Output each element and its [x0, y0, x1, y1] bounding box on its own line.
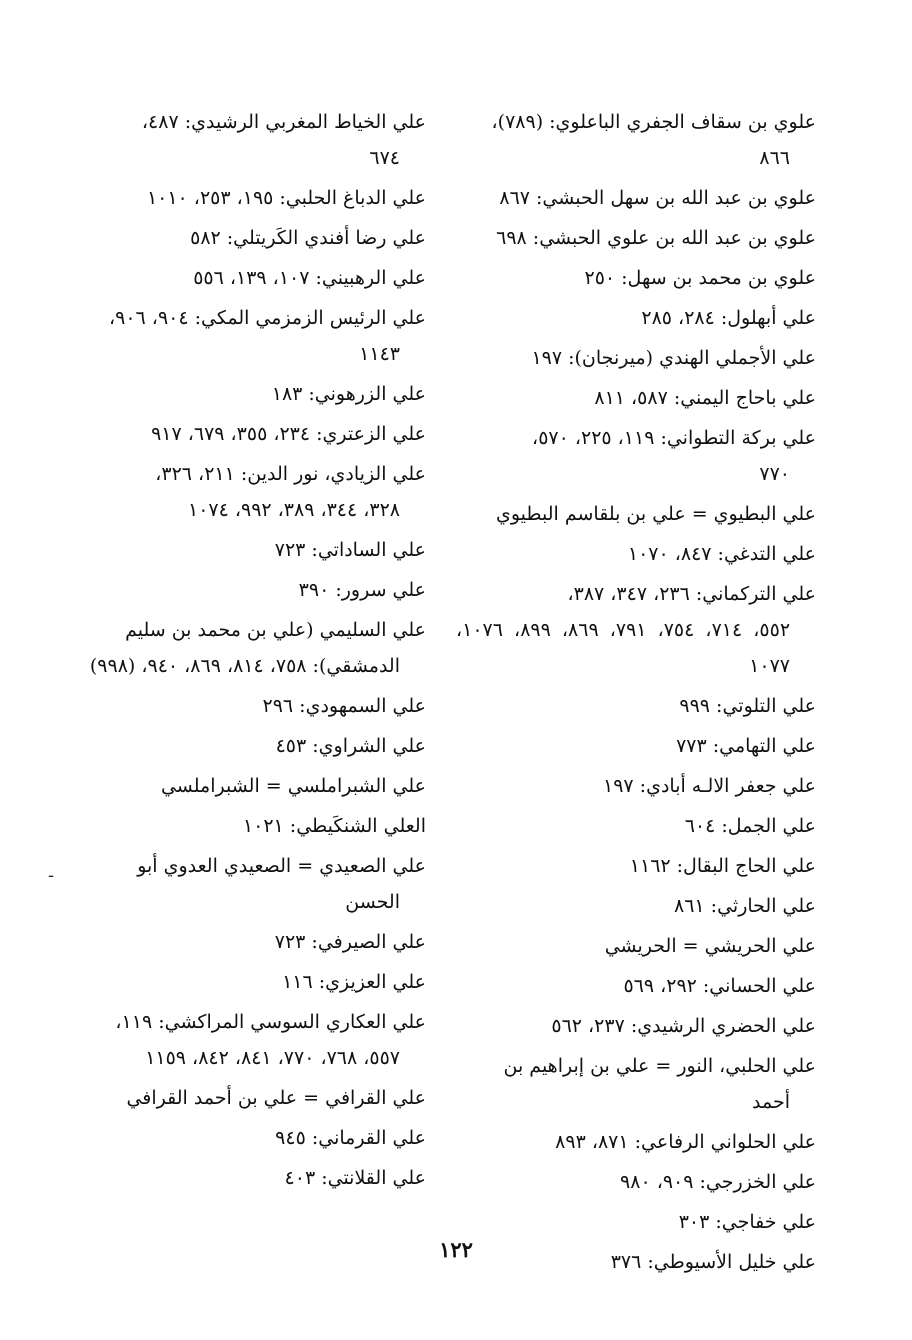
index-entry [456, 380, 816, 416]
entry-text: علي الدباغ الحلبي: ١٩٥، ٢٥٣، ١٠١٠ [146, 187, 426, 209]
index-entry [456, 1204, 816, 1240]
index-entry [456, 848, 816, 884]
entry-text: علي القرماني: ٩٤٥ [275, 1127, 426, 1149]
index-entry [76, 180, 426, 216]
entry-text: علي سرور: ٣٩٠ [298, 579, 426, 601]
entry-text: علي الحلبي، النور = علي بن إبراهيم بن [503, 1055, 816, 1077]
index-entry [456, 728, 816, 764]
entry-text: علي الشبراملسي = الشبراملسي [160, 775, 426, 797]
index-entry [456, 1124, 816, 1160]
entry-text: علي الحلواني الرفاعي: ٨٧١، ٨٩٣ [555, 1131, 816, 1153]
index-entry [456, 768, 816, 804]
entry-text: علي البطيوي = علي بن بلقاسم البطيوي [496, 503, 816, 525]
entry-text: علي التلوتي: ٩٩٩ [679, 695, 816, 717]
index-column-left [76, 104, 426, 1200]
index-entry [456, 340, 816, 376]
entry-text: علوي بن محمد بن سهل: ٢٥٠ [584, 267, 816, 289]
entry-text: علي بركة التطواني: ١١٩، ٢٢٥، ٥٧٠، [532, 427, 816, 449]
index-entry [76, 376, 426, 412]
index-entry [76, 456, 426, 528]
index-entry [456, 180, 816, 216]
index-entry [76, 768, 426, 804]
index-entry [456, 496, 816, 532]
entry-text: علي الزيادي، نور الدين: ٢١١، ٣٢٦، [155, 463, 426, 485]
index-entry [456, 1164, 816, 1200]
entry-text: علي الساداتي: ٧٢٣ [274, 539, 426, 561]
entry-text: علي الرهبيني: ١٠٧، ١٣٩، ٥٥٦ [193, 267, 426, 289]
index-entry [456, 536, 816, 572]
entry-text: علي العكاري السوسي المراكشي: ١١٩، [115, 1011, 426, 1033]
index-entry [456, 928, 816, 964]
entry-text: علي العزيزي: ١١٦ [282, 971, 426, 993]
index-entry [456, 1008, 816, 1044]
entry-text: علوي بن عبد الله بن سهل الحبشي: ٨٦٧ [499, 187, 816, 209]
entry-text: علي رضا أفندي الكَريتلي: ٥٨٢ [190, 227, 426, 249]
entry-text: علي السمهودي: ٢٩٦ [262, 695, 426, 717]
entry-text: علي الحريشي = الحريشي [604, 935, 816, 957]
index-entry [76, 1004, 426, 1076]
index-entry [456, 968, 816, 1004]
entry-text: علي الحارثي: ٨٦١ [674, 895, 816, 917]
index-entry [76, 572, 426, 608]
index-entry [76, 848, 426, 920]
entry-continuation: ٣٢٨، ٣٤٤، ٣٨٩، ٩٩٢، ١٠٧٤ [187, 499, 400, 521]
index-entry [456, 420, 816, 492]
entry-text: علي الزرهوني: ١٨٣ [271, 383, 426, 405]
index-entry [456, 260, 816, 296]
entry-text: علي الحساني: ٢٩٢، ٥٦٩ [623, 975, 816, 997]
entry-text: علي الزعتري: ٢٣٤، ٣٥٥، ٦٧٩، ٩١٧ [151, 423, 426, 445]
entry-text: علي الصيرفي: ٧٢٣ [274, 931, 426, 953]
entry-continuation: ٧٧٠ [759, 463, 790, 485]
entry-text: علوي بن سقاف الجفري الباعلوي: (٧٨٩)، [491, 111, 816, 133]
entry-text: علي القرافي = علي بن أحمد القرافي [126, 1087, 426, 1109]
index-column-right [456, 104, 816, 1284]
index-entry [76, 416, 426, 452]
entry-text: علي الخزرجي: ٩٠٩، ٩٨٠ [620, 1171, 816, 1193]
entry-text: علي الأجملي الهندي (ميرنجان): ١٩٧ [531, 347, 816, 369]
entry-continuation: الحسن [345, 891, 400, 913]
index-entry [76, 1160, 426, 1196]
index-entry [76, 612, 426, 684]
index-entry [76, 260, 426, 296]
entry-text: علي الخياط المغربي الرشيدي: ٤٨٧، [141, 111, 426, 133]
index-entry [456, 808, 816, 844]
margin-mark: - [48, 865, 55, 886]
index-entry [76, 808, 426, 844]
index-entry [76, 728, 426, 764]
entry-text: علي خليل الأسيوطي: ٣٧٦ [610, 1251, 816, 1273]
entry-text: علي الحاج البقال: ١١٦٢ [629, 855, 816, 877]
entry-text: علي الحضري الرشيدي: ٢٣٧، ٥٦٢ [551, 1015, 816, 1037]
index-entry [76, 924, 426, 960]
entry-text: علي الجمل: ٦٠٤ [684, 815, 816, 837]
entry-text: علي خفاجي: ٣٠٣ [678, 1211, 816, 1233]
index-entry [76, 1080, 426, 1116]
entry-text: علي الرئيس الزمزمي المكي: ٩٠٤، ٩٠٦، [109, 307, 426, 329]
entry-text: علي أبهلول: ٢٨٤، ٢٨٥ [641, 307, 816, 329]
entry-continuation: ٥٥٢، ٧١٤، ٧٥٤، ٧٩١، ٨٦٩، ٨٩٩، ١٠٧٦، ١٠٧٧ [456, 619, 791, 677]
index-entry [76, 964, 426, 1000]
index-entry [456, 688, 816, 724]
entry-text: علي جعفر الالـه أبادي: ١٩٧ [603, 775, 816, 797]
entry-text: علي السليمي (علي بن محمد بن سليم [125, 619, 426, 641]
entry-text: العلي الشنكَيطي: ١٠٢١ [242, 815, 426, 837]
index-entry [76, 688, 426, 724]
entry-text: علي التركماني: ٢٣٦، ٣٤٧، ٣٨٧، [567, 583, 816, 605]
index-entry [76, 104, 426, 176]
entry-continuation: الدمشقي): ٧٥٨، ٨١٤، ٨٦٩، ٩٤٠، (٩٩٨) [89, 655, 400, 677]
index-entry [76, 532, 426, 568]
index-entry [456, 888, 816, 924]
index-entry [456, 1048, 816, 1120]
index-entry [76, 300, 426, 372]
entry-text: علي التدغي: ٨٤٧، ١٠٧٠ [627, 543, 816, 565]
entry-continuation: أحمد [752, 1091, 790, 1113]
index-entry [456, 104, 816, 176]
index-entry [456, 300, 816, 336]
page-number: ١٢٢ [439, 1237, 473, 1262]
entry-text: علي الشراوي: ٤٥٣ [275, 735, 426, 757]
index-entry [456, 220, 816, 256]
index-entry [456, 576, 816, 684]
entry-continuation: ٦٧٤ [369, 147, 400, 169]
entry-continuation: ١١٤٣ [359, 343, 400, 365]
index-entry [76, 220, 426, 256]
entry-text: علي الصعيدي = الصعيدي العدوي أبو [137, 855, 426, 877]
entry-continuation: ٥٥٧، ٧٦٨، ٧٧٠، ٨٤١، ٨٤٢، ١١٥٩ [145, 1047, 400, 1069]
entry-text: علوي بن عبد الله بن علوي الحبشي: ٦٩٨ [496, 227, 816, 249]
entry-text: علي التهامي: ٧٧٣ [676, 735, 816, 757]
entry-text: علي باحاج اليمني: ٥٨٧، ٨١١ [594, 387, 816, 409]
entry-text: علي القلانتي: ٤٠٣ [284, 1167, 426, 1189]
index-entry [76, 1120, 426, 1156]
entry-continuation: ٨٦٦ [759, 147, 790, 169]
